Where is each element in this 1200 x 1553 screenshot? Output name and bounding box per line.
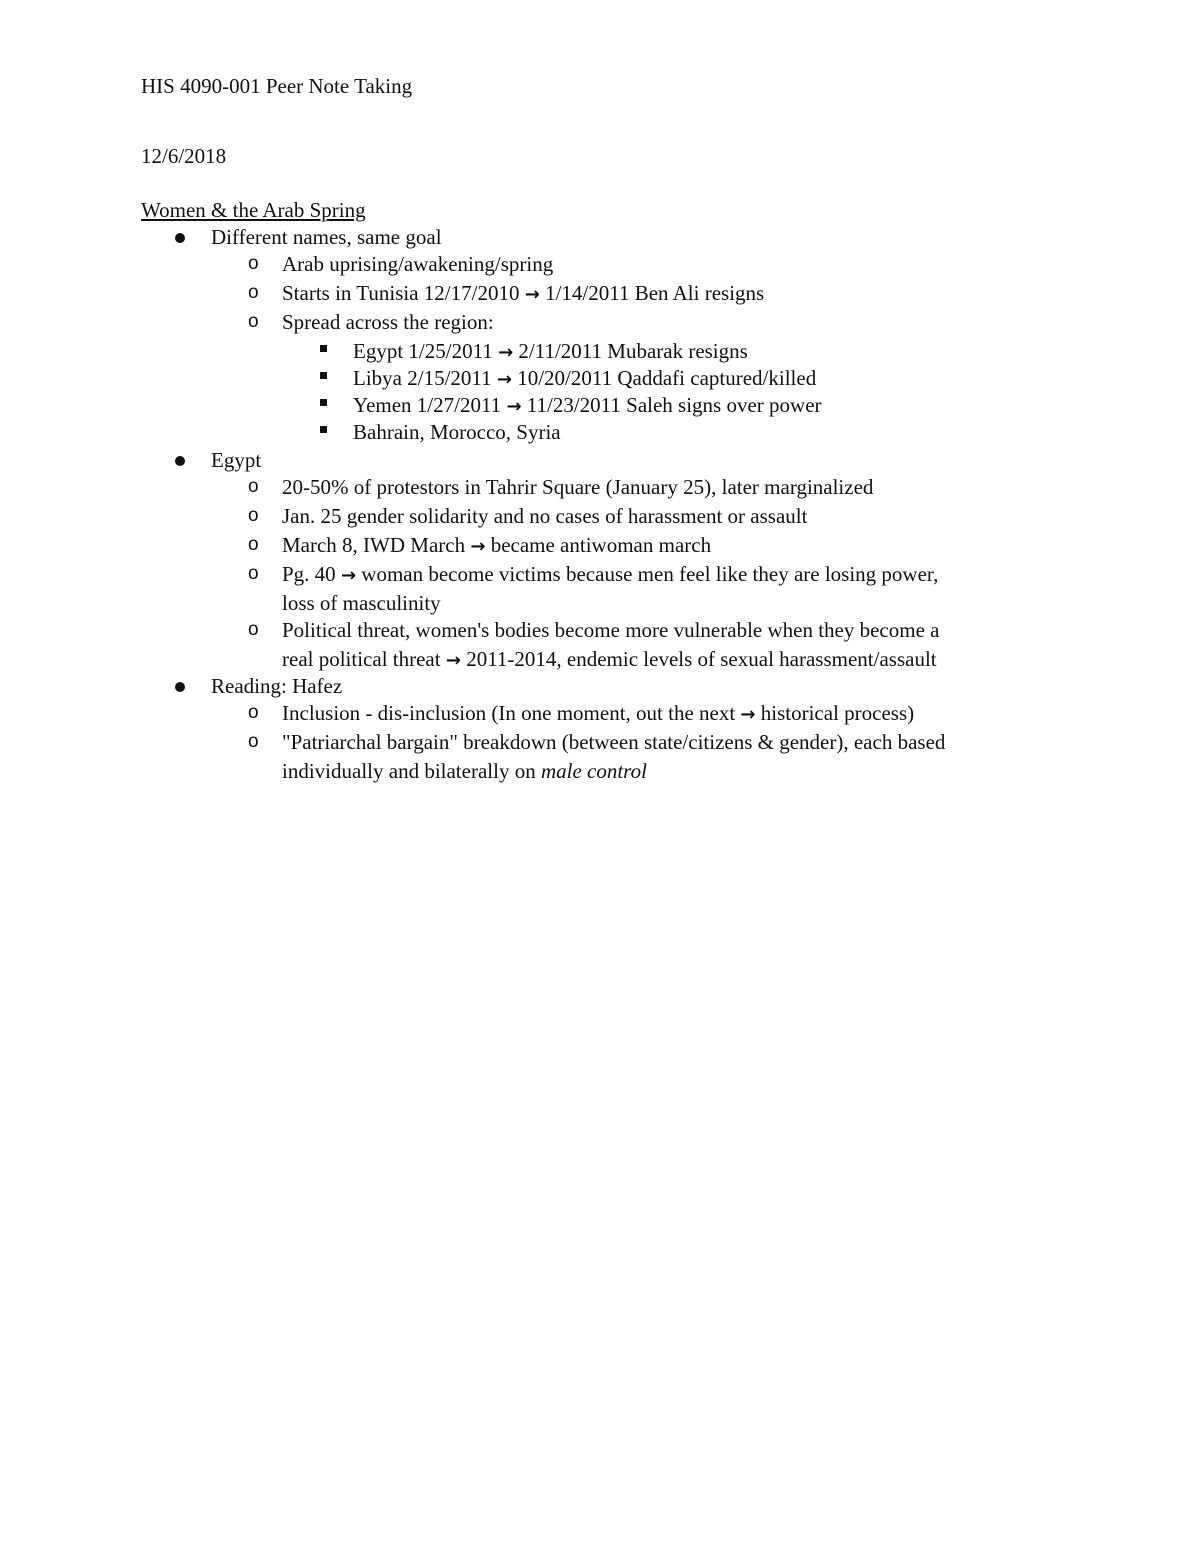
list-item-patriarchal-bargain-continued (282, 758, 647, 784)
bullet-o-icon: o (248, 619, 259, 640)
arrow-right-icon: → (524, 284, 540, 305)
bullet-o-icon: o (248, 253, 259, 274)
section-heading: Women & the Arab Spring (141, 198, 366, 222)
inclusion-start: Inclusion - dis-inclusion (In one moment, out the next (282, 701, 736, 725)
arrow-right-icon: → (506, 396, 522, 417)
arrow-right-icon: → (498, 342, 514, 363)
list-item-political-threat-continued (282, 646, 937, 674)
list-item-political-threat: Political threat, women's bodies become more vulnerable when they become a (282, 618, 940, 642)
pg40-end: woman become victims because men feel like they are losing power, (361, 562, 939, 586)
list-item-other-countries: Bahrain, Morocco, Syria (353, 420, 561, 444)
bullet-o-icon: o (248, 563, 259, 584)
bullet-square-icon (320, 399, 327, 406)
pg40-start: Pg. 40 (282, 562, 336, 586)
list-item-reading: Reading: Hafez (211, 674, 343, 698)
march8-end: became antiwoman march (490, 533, 712, 557)
list-item-egypt: Egypt (211, 448, 262, 472)
tunisia-end: 1/14/2011 Ben Ali resigns (545, 281, 765, 305)
list-item-arab-uprising: Arab uprising/awakening/spring (282, 252, 554, 276)
egypt-start: Egypt 1/25/2011 (353, 339, 493, 363)
libya-start: Libya 2/15/2011 (353, 366, 492, 390)
list-item-inclusion (282, 700, 914, 728)
document-title: HIS 4090-001 Peer Note Taking (141, 74, 413, 98)
bullet-circle-icon (175, 233, 185, 243)
bullet-o-icon: o (248, 534, 259, 555)
bullet-square-icon (320, 345, 327, 352)
bullet-circle-icon (175, 682, 185, 692)
libya-end: 10/20/2011 Qaddafi captured/killed (517, 366, 817, 390)
arrow-right-icon: → (740, 704, 756, 725)
list-item-libya-timeline (353, 365, 816, 393)
bullet-circle-icon (175, 456, 185, 466)
arrow-right-icon: → (470, 536, 486, 557)
bullet-o-icon: o (248, 731, 259, 752)
list-item-names: Different names, same goal (211, 225, 442, 249)
bullet-o-icon: o (248, 282, 259, 303)
list-item-protestors: 20-50% of protestors in Tahrir Square (January 25), later marginalized (282, 475, 874, 499)
male-control-emphasis: male control (540, 759, 647, 783)
list-item-egypt-timeline (353, 338, 748, 366)
bullet-o-icon: o (248, 476, 259, 497)
document-date: 12/6/2018 (141, 144, 227, 168)
bargain-start: individually and bilaterally on (282, 759, 536, 783)
list-item-tunisia (282, 280, 764, 308)
bullet-o-icon: o (248, 702, 259, 723)
egypt-end: 2/11/2011 Mubarak resigns (518, 339, 748, 363)
list-item-patriarchal-bargain: "Patriarchal bargain" breakdown (between state/citizens & gender), each based (282, 730, 946, 754)
yemen-start: Yemen 1/27/2011 (353, 393, 502, 417)
arrow-right-icon: → (445, 650, 461, 671)
list-item-solidarity: Jan. 25 gender solidarity and no cases of harassment or assault (282, 504, 808, 528)
bullet-square-icon (320, 372, 327, 379)
threat-start: real political threat (282, 647, 441, 671)
yemen-end: 11/23/2011 Saleh signs over power (526, 393, 822, 417)
list-item-pg40-continued: loss of masculinity (282, 591, 441, 615)
march8-start: March 8, IWD March (282, 533, 466, 557)
list-item-yemen-timeline (353, 392, 822, 420)
arrow-right-icon: → (496, 369, 512, 390)
bullet-square-icon (320, 426, 327, 433)
threat-end: 2011-2014, endemic levels of sexual harassment/assault (466, 647, 937, 671)
bullet-o-icon: o (248, 311, 259, 332)
bullet-o-icon: o (248, 505, 259, 526)
inclusion-end: historical process) (760, 701, 915, 725)
list-item-spread: Spread across the region: (282, 310, 494, 334)
tunisia-start: Starts in Tunisia 12/17/2010 (282, 281, 520, 305)
list-item-pg40 (282, 561, 938, 589)
arrow-right-icon: → (340, 565, 357, 586)
list-item-march8 (282, 532, 711, 560)
